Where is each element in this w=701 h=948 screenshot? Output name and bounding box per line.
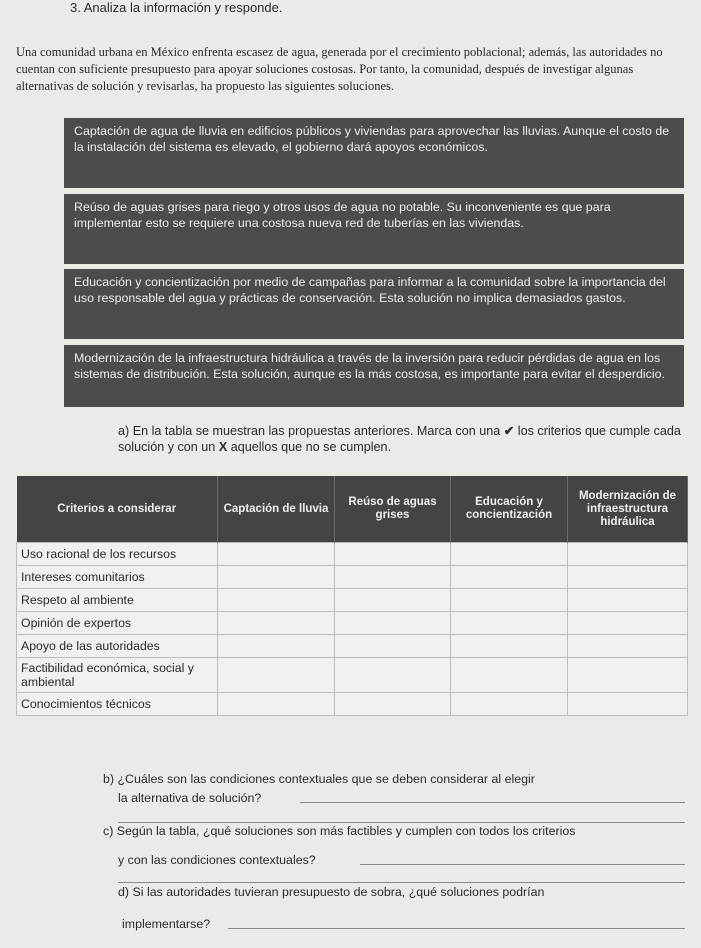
answer-cell[interactable] [218, 693, 335, 716]
check-mark-icon: ✔ [503, 424, 515, 438]
answer-cell[interactable] [218, 543, 335, 566]
part-b-label: b) [103, 772, 115, 786]
part-d-line1: Si las autoridades tuvieran presupuesto de sobra, ¿qué soluciones podrían [132, 885, 545, 899]
table-row [17, 589, 688, 612]
answer-cell[interactable] [568, 658, 688, 693]
answer-line[interactable] [300, 802, 685, 803]
criterion-label: Factibilidad económica, social y ambiental [17, 658, 218, 693]
answer-cell[interactable] [568, 635, 688, 658]
table-row [17, 658, 688, 693]
answer-cell[interactable] [218, 658, 335, 693]
table-row [17, 543, 688, 566]
criterion-label: Respeto al ambiente [17, 589, 218, 612]
part-c-line2: y con las condiciones contextuales? [118, 853, 316, 867]
criterion-label: Uso racional de los recursos [17, 543, 218, 566]
answer-cell[interactable] [568, 543, 688, 566]
part-a-text-2: los criterios que cumple cada solución y con un [118, 424, 681, 454]
header-reuso: Reúso de aguas grises [335, 476, 451, 543]
question-title-text: Analiza la información y responde. [83, 0, 283, 15]
solution-box-1: Captación de agua de lluvia en edificios públicos y viviendas para aprovechar las lluvias. Aunque el costo de la instalación del sistema es elevado, el gobierno dará apoyos económicos. [64, 118, 684, 188]
answer-cell[interactable] [568, 589, 688, 612]
header-modernizacion: Modernización de infraestructura hidráulica [568, 476, 688, 543]
answer-cell[interactable] [568, 693, 688, 716]
table-header-row [17, 476, 688, 543]
intro-paragraph: Una comunidad urbana en México enfrenta escasez de agua, generada por el crecimiento poblacional; además, las autoridades no cuentan con suficiente presupuesto para apoyar soluciones costosas. Por tanto, la comunidad, después de investigar algunas alternativas de solución y revisarlas, ha propuesto las siguientes soluciones. [16, 45, 663, 93]
header-captacion: Captación de lluvia [218, 476, 335, 543]
answer-cell[interactable] [451, 589, 568, 612]
answer-line[interactable] [228, 928, 685, 929]
answer-cell[interactable] [335, 693, 451, 716]
cross-mark-icon: X [218, 440, 228, 454]
part-a-instruction [118, 423, 688, 455]
part-b-line1: ¿Cuáles son las condiciones contextuales que se deben considerar al elegir [117, 772, 535, 786]
answer-cell[interactable] [335, 658, 451, 693]
solution-box-4: Modernización de la infraestructura hidráulica a través de la inversión para reducir pérdidas de agua en los sistemas de distribución. Esta solución, aunque es la más costosa, es importante para evitar el desperdicio. [64, 345, 684, 407]
solution-box-2: Reúso de aguas grises para riego y otros usos de agua no potable. Su inconveniente es que para implementar esto se requiere una costosa nueva red de tuberías en las viviendas. [64, 194, 684, 264]
answer-cell[interactable] [335, 612, 451, 635]
question-title [70, 0, 282, 15]
table-row [17, 612, 688, 635]
part-c-question [103, 823, 693, 839]
answer-cell[interactable] [568, 566, 688, 589]
answer-cell[interactable] [451, 693, 568, 716]
criteria-table [16, 476, 688, 716]
answer-cell[interactable] [451, 658, 568, 693]
answer-line[interactable] [360, 864, 685, 865]
table-row [17, 566, 688, 589]
header-criteria: Criterios a considerar [17, 476, 218, 543]
answer-cell[interactable] [335, 635, 451, 658]
answer-cell[interactable] [218, 635, 335, 658]
answer-cell[interactable] [335, 589, 451, 612]
answer-cell[interactable] [218, 612, 335, 635]
criterion-label: Apoyo de las autoridades [17, 635, 218, 658]
answer-cell[interactable] [451, 612, 568, 635]
answer-cell[interactable] [568, 612, 688, 635]
part-c-label: c) [103, 824, 114, 838]
answer-cell[interactable] [335, 566, 451, 589]
part-d-label: d) [118, 885, 130, 899]
criterion-label: Opinión de expertos [17, 612, 218, 635]
table-row [17, 635, 688, 658]
answer-cell[interactable] [335, 543, 451, 566]
header-educacion: Educación y concientización [451, 476, 568, 543]
solution-box-3: Educación y concientización por medio de campañas para informar a la comunidad sobre la importancia del uso responsable del agua y prácticas de conservación. Esta solución no implica demasiados gastos. [64, 269, 684, 339]
part-d-line2: implementarse? [122, 917, 211, 931]
part-b-question [103, 771, 693, 787]
part-b-line2: la alternativa de solución? [118, 791, 262, 805]
answer-cell[interactable] [451, 566, 568, 589]
criterion-label: Intereses comunitarios [17, 566, 218, 589]
question-number: 3. [70, 0, 81, 15]
answer-cell[interactable] [451, 543, 568, 566]
answer-cell[interactable] [218, 566, 335, 589]
table-row [17, 693, 688, 716]
part-a-text-1: En la tabla se muestran las propuestas anteriores. Marca con una [132, 424, 501, 438]
part-a-label: a) [118, 424, 130, 438]
answer-cell[interactable] [451, 635, 568, 658]
part-d-question [118, 884, 693, 900]
criterion-label: Conocimientos técnicos [17, 693, 218, 716]
part-c-line1: Según la tabla, ¿qué soluciones son más factibles y cumplen con todos los criterios [116, 824, 576, 838]
part-a-text-3: aquellos que no se cumplen. [230, 440, 392, 454]
answer-line[interactable] [118, 882, 685, 883]
answer-cell[interactable] [218, 589, 335, 612]
